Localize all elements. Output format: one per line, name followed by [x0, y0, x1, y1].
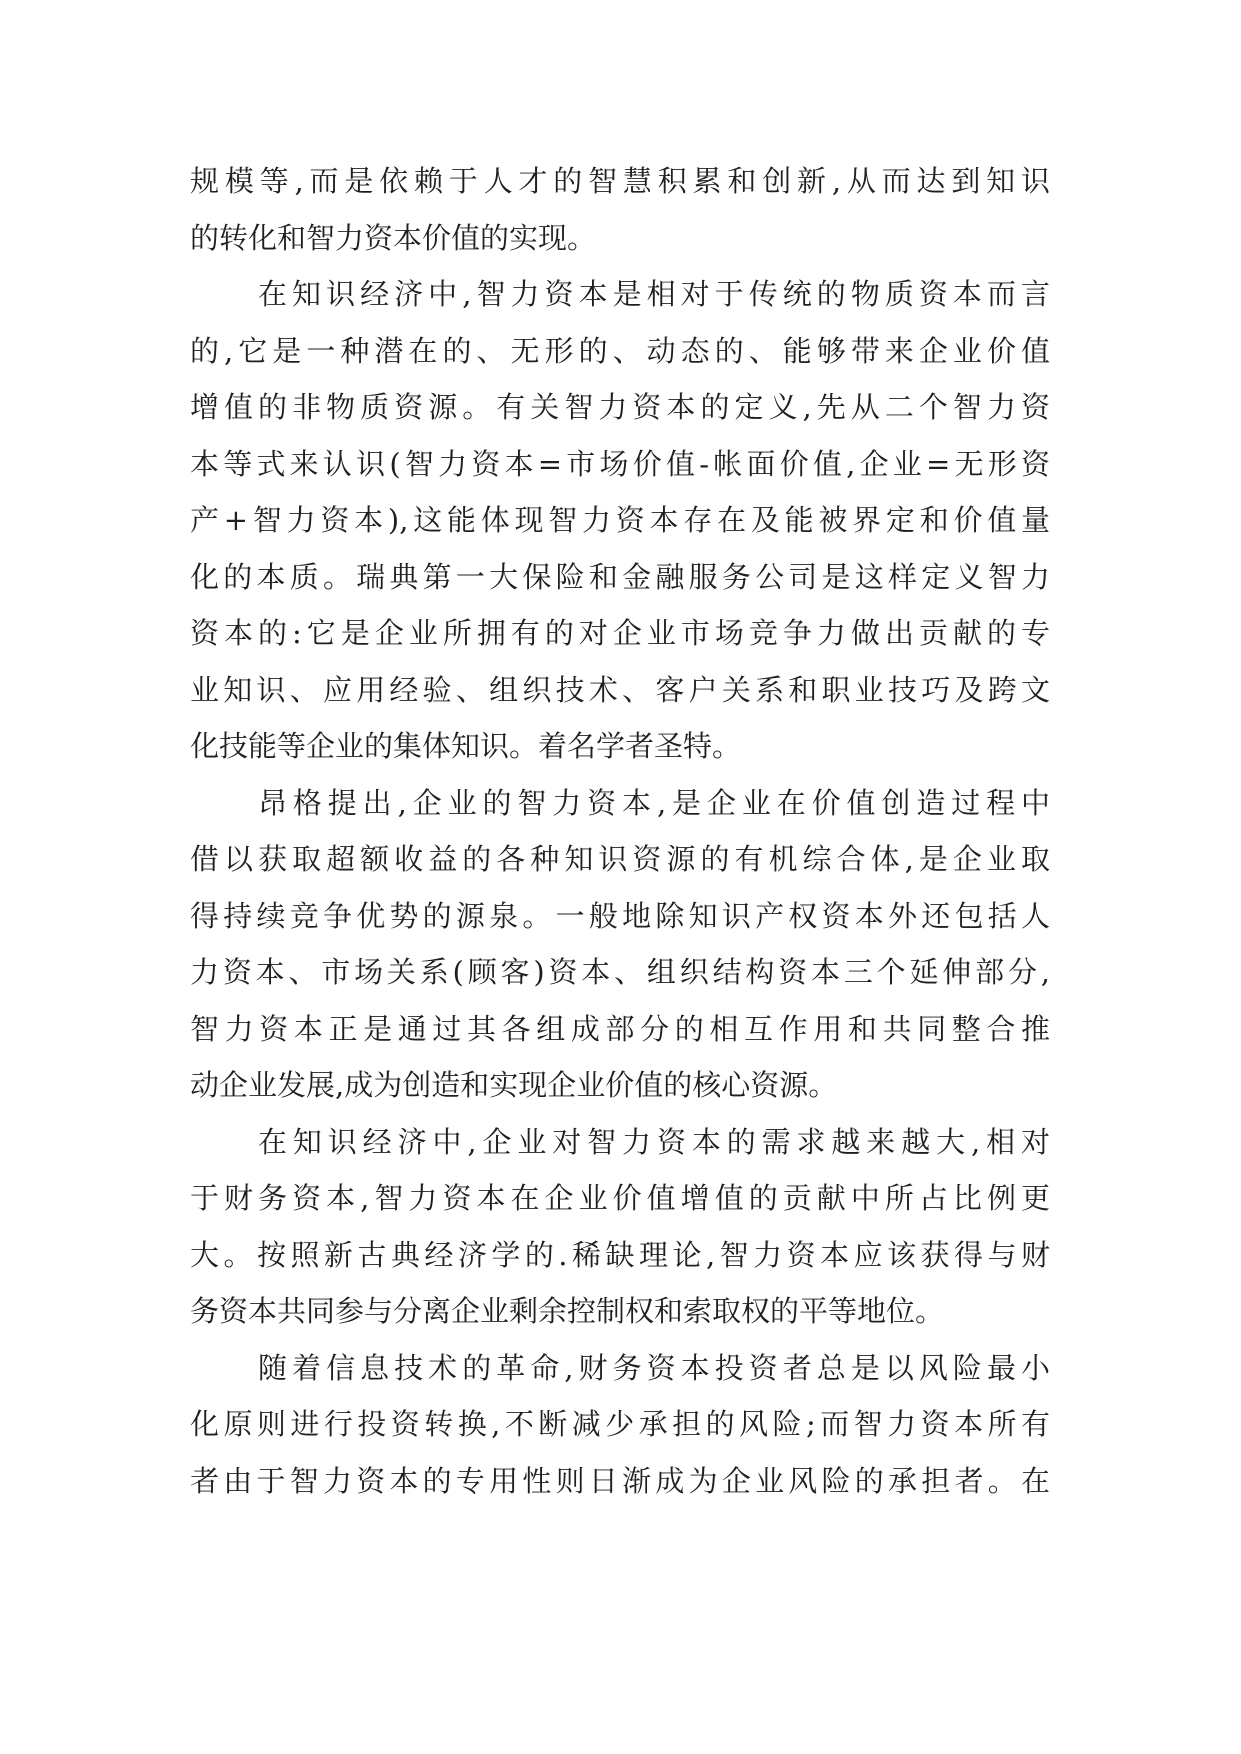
text-line: 务资本共同参与分离企业剩余控制权和索取权的平等地位。 [190, 1294, 945, 1328]
text-line: 在知识经济中,智力资本是相对于传统的物质资本而言 [258, 277, 1050, 311]
paragraph [190, 1114, 1050, 1340]
text-line: 智力资本正是通过其各组成部分的相互作用和共同整合推 [190, 1011, 1050, 1046]
document-body [190, 153, 1050, 1509]
text-line: 者由于智力资本的专用性则日渐成为企业风险的承担者。在 [190, 1463, 1050, 1498]
text-line: 增值的非物质资源。有关智力资本的定义,先从二个智力资 [190, 390, 1050, 424]
paragraph [190, 266, 1050, 775]
text-line: 得持续竞争优势的源泉。一般地除知识产权资本外还包括人 [190, 898, 1050, 933]
text-line: 业知识、应用经验、组织技术、客户关系和职业技巧及跨文 [190, 672, 1050, 707]
paragraph [190, 775, 1050, 1114]
text-line: 动企业发展,成为创造和实现企业价值的核心资源。 [190, 1068, 838, 1102]
text-line: 借以获取超额收益的各种知识资源的有机综合体,是企业取 [190, 842, 1050, 876]
text-line: 大。按照新古典经济学的.稀缺理论,智力资本应该获得与财 [190, 1237, 1050, 1272]
text-line: 化的本质。瑞典第一大保险和金融服务公司是这样定义智力 [190, 559, 1050, 594]
text-line: 于财务资本,智力资本在企业价值增值的贡献中所占比例更 [190, 1181, 1050, 1215]
paragraph [190, 153, 1050, 266]
text-line: 的转化和智力资本价值的实现。 [190, 220, 597, 255]
text-line: 产+智力资本),这能体现智力资本存在及能被界定和价值量 [190, 503, 1050, 537]
text-line: 的,它是一种潜在的、无形的、动态的、能够带来企业价值 [190, 333, 1050, 368]
text-line: 昂格提出,企业的智力资本,是企业在价值创造过程中 [258, 785, 1050, 820]
text-line: 化技能等企业的集体知识。着名学者圣特。 [190, 729, 742, 763]
text-line: 资本的:它是企业所拥有的对企业市场竞争力做出贡献的专 [190, 616, 1050, 650]
text-line: 本等式来认识(智力资本=市场价值-帐面价值,企业=无形资 [190, 446, 1050, 481]
text-line: 随着信息技术的革命,财务资本投资者总是以风险最小 [258, 1350, 1050, 1385]
text-line: 在知识经济中,企业对智力资本的需求越来越大,相对 [258, 1124, 1050, 1159]
text-line: 规模等,而是依赖于人才的智慧积累和创新,从而达到知识 [190, 164, 1050, 198]
text-line: 化原则进行投资转换,不断减少承担的风险;而智力资本所有 [190, 1407, 1050, 1441]
text-line: 力资本、市场关系(顾客)资本、组织结构资本三个延伸部分, [190, 955, 1050, 989]
paragraph [190, 1340, 1050, 1510]
